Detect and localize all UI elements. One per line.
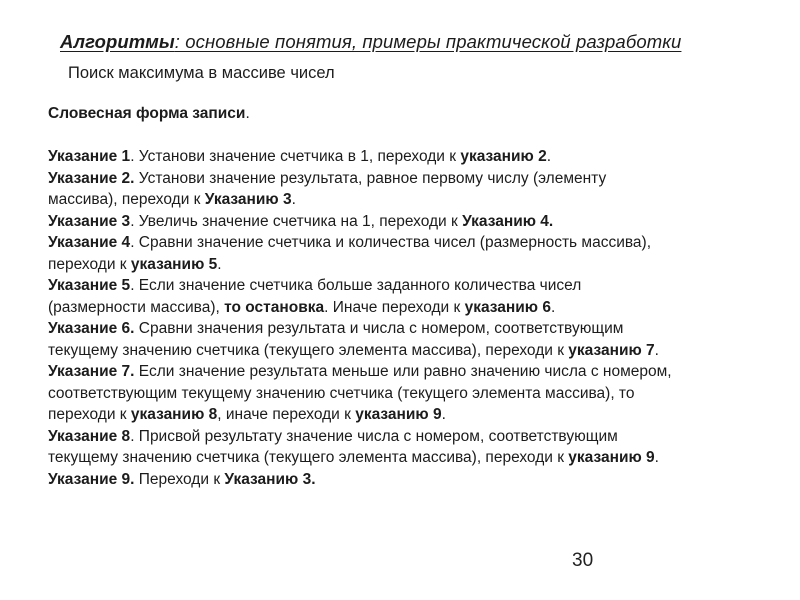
text-segment: . Сравни значение счетчика и количества чисел (размерность массива), bbox=[130, 234, 652, 251]
text-segment: соответствующим текущему значению счетчика (текущего элемента массива), то bbox=[48, 384, 635, 402]
text-segment: массива), переходи к bbox=[48, 191, 205, 208]
text-segment: указанию 5 bbox=[130, 255, 218, 273]
text-segment: Указанию 3. bbox=[224, 470, 316, 488]
text-segment: Указание 8 bbox=[48, 427, 131, 445]
text-segment: . Увеличь значение счетчика на 1, переходи к bbox=[130, 212, 463, 230]
body-row bbox=[48, 318, 672, 340]
text-segment: указанию 8 bbox=[130, 406, 218, 423]
text-segment: . Если значение счетчика больше заданного количества чисел bbox=[130, 277, 582, 294]
text-segment: . bbox=[245, 105, 250, 122]
body-row bbox=[48, 275, 672, 297]
text-segment: Переходи к bbox=[134, 470, 225, 488]
text-segment: . bbox=[654, 341, 659, 359]
text-segment: Указание 2. bbox=[48, 169, 135, 187]
body-row bbox=[48, 404, 672, 426]
text-segment: Словесная форма записи bbox=[48, 105, 246, 122]
text-segment: указанию 2 bbox=[460, 148, 547, 165]
text-segment: Указание 7. bbox=[48, 363, 135, 380]
text-segment: . bbox=[217, 255, 222, 273]
text-segment: Алгоритмы bbox=[60, 31, 175, 52]
slide-subtitle: Поиск максимума в массиве чисел bbox=[68, 64, 335, 82]
text-segment: . Установи значение счетчика в 1, переходи к bbox=[130, 148, 461, 165]
text-segment: указанию 6 bbox=[464, 298, 551, 316]
text-segment: указанию 9 bbox=[568, 449, 655, 466]
text-segment: . bbox=[550, 298, 556, 316]
text-segment: Указанию 3 bbox=[204, 191, 292, 208]
body-row bbox=[48, 211, 672, 233]
page-number: 30 bbox=[572, 550, 594, 571]
text-segment: Указание 9. bbox=[48, 470, 135, 488]
text-segment: Указанию 4. bbox=[462, 212, 554, 230]
body-row bbox=[48, 146, 672, 168]
text-segment: . bbox=[291, 191, 296, 208]
body-row bbox=[48, 469, 672, 491]
body-text bbox=[48, 103, 672, 490]
text-segment: текущему значению счетчика (текущего элемента массива), переходи к bbox=[48, 341, 569, 359]
text-segment: . Присвой результату значение числа с номером, соответствующим bbox=[130, 427, 618, 445]
body-row bbox=[48, 189, 672, 211]
body-row bbox=[48, 103, 672, 125]
body-row bbox=[48, 254, 672, 276]
text-segment: Указание 6. bbox=[48, 320, 135, 337]
text-segment: . bbox=[654, 449, 659, 466]
text-segment: то остановка bbox=[224, 298, 325, 316]
body-row bbox=[48, 361, 672, 383]
text-segment: текущему значению счетчика (текущего элемента массива), переходи к bbox=[48, 449, 569, 466]
text-segment: Если значение результата меньше или равно значению числа с номером, bbox=[134, 363, 672, 380]
text-segment: . bbox=[441, 406, 446, 423]
body-row bbox=[48, 426, 672, 448]
text-segment: переходи к bbox=[48, 255, 131, 273]
text-segment: . Иначе переходи к bbox=[324, 298, 465, 316]
text-segment: Указание 4 bbox=[48, 234, 131, 251]
text-segment: Сравни значения результата и числа с номером, соответствующим bbox=[134, 320, 624, 337]
body-row bbox=[48, 447, 672, 469]
text-segment: , иначе переходи к bbox=[217, 406, 356, 423]
body-row bbox=[48, 297, 672, 319]
text-segment: : основные понятия, примеры практической разработки bbox=[174, 31, 682, 52]
text-segment: указанию 9 bbox=[355, 406, 442, 423]
body-row bbox=[48, 232, 672, 254]
text-segment: . bbox=[546, 148, 552, 165]
text-segment: переходи к bbox=[48, 406, 131, 423]
text-segment: указанию 7 bbox=[568, 341, 655, 359]
body-row bbox=[48, 340, 672, 362]
text-segment: Установи значение результата, равное первому числу (элементу bbox=[134, 169, 607, 187]
text-segment: (размерности массива), bbox=[48, 298, 225, 316]
body-row bbox=[48, 383, 672, 405]
text-segment: Указание 3 bbox=[48, 212, 131, 230]
body-row bbox=[48, 125, 672, 147]
text-segment: Указание 5 bbox=[48, 277, 131, 294]
text-segment: Указание 1 bbox=[48, 148, 131, 165]
body-row bbox=[48, 168, 672, 190]
slide-title bbox=[60, 31, 681, 53]
